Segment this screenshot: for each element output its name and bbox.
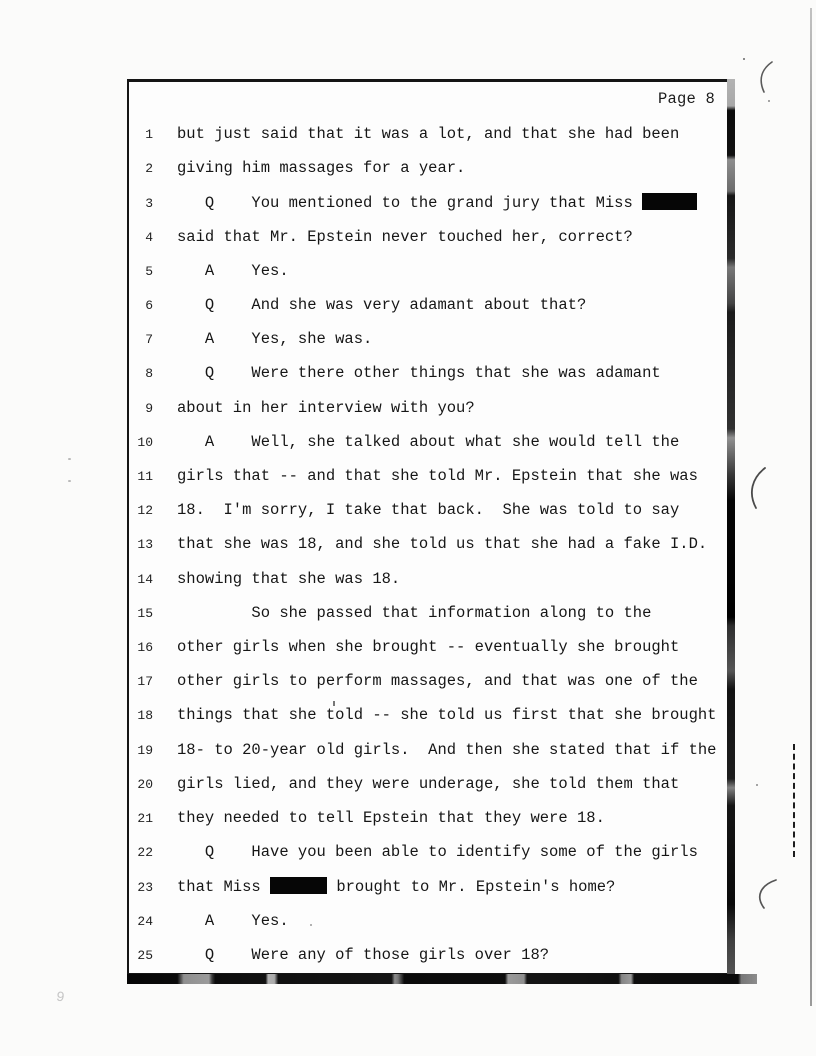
margin-dashed-line xyxy=(793,744,795,857)
line-text-segment: brought to Mr. Epstein's home? xyxy=(327,878,616,897)
line-number: 17 xyxy=(137,674,153,690)
line-text xyxy=(177,706,717,724)
footer-faint-mark: 9 xyxy=(54,989,66,1007)
scan-speck xyxy=(743,58,745,60)
transcript-line xyxy=(137,399,737,423)
page-number-label: Page 8 xyxy=(657,90,715,108)
line-text-segment: that Miss xyxy=(177,878,271,897)
line-number: 15 xyxy=(137,605,153,621)
scan-speck xyxy=(68,480,71,482)
transcript-line xyxy=(137,638,737,662)
transcript-line xyxy=(137,433,737,457)
transcript-line xyxy=(137,946,737,970)
line-number: 13 xyxy=(137,537,153,553)
line-text xyxy=(177,535,707,553)
transcript-line xyxy=(137,364,737,388)
redaction-box xyxy=(270,877,327,894)
handwritten-paren-mark-bottom xyxy=(752,878,780,910)
line-text xyxy=(177,330,372,348)
line-number: 10 xyxy=(137,434,153,450)
line-text xyxy=(177,399,475,417)
line-text-segment: girls lied, and they were underage, she told them that xyxy=(177,774,680,793)
line-text xyxy=(177,125,679,143)
line-text-segment: A Well, she talked about what she would tell the xyxy=(177,432,680,451)
line-number: 24 xyxy=(137,913,153,929)
scan-shadow-right-edge xyxy=(727,79,735,976)
line-text xyxy=(177,604,651,622)
transcript-line xyxy=(137,501,737,525)
scan-speck xyxy=(310,924,312,926)
line-text-segment: giving him massages for a year. xyxy=(177,159,466,178)
line-text xyxy=(177,638,679,656)
scan-speck xyxy=(68,458,71,460)
transcript-line xyxy=(137,467,737,491)
line-number: 16 xyxy=(137,640,153,655)
line-text-segment: that she was 18, and she told us that she had a fake I.D. xyxy=(177,535,708,554)
line-text xyxy=(177,228,633,246)
line-text xyxy=(177,946,549,964)
transcript-line xyxy=(137,159,737,183)
scan-shadow-bottom-edge xyxy=(127,974,757,984)
transcript-line xyxy=(137,604,737,628)
line-number: 5 xyxy=(145,263,153,279)
line-text xyxy=(177,296,586,314)
transcript-line xyxy=(137,296,737,320)
line-text-segment: they needed to tell Epstein that they were 18. xyxy=(177,809,605,827)
line-text xyxy=(177,877,615,896)
line-text xyxy=(177,501,679,519)
line-number: 4 xyxy=(145,229,153,245)
line-text-segment: showing that she was 18. xyxy=(177,569,401,588)
line-number: 3 xyxy=(145,196,153,212)
line-text xyxy=(177,159,465,177)
line-number: 11 xyxy=(137,469,153,484)
line-number: 18 xyxy=(137,708,153,724)
line-text-segment: Q You mentioned to the grand jury that Miss xyxy=(177,194,643,213)
scan-speck xyxy=(768,100,770,102)
line-number: 21 xyxy=(137,811,153,826)
line-text xyxy=(177,672,698,690)
line-number: 6 xyxy=(145,298,153,313)
line-number: 19 xyxy=(137,742,153,758)
transcript-line xyxy=(137,741,737,765)
transcript-line xyxy=(137,535,737,559)
line-text-segment: said that Mr. Epstein never touched her, correct? xyxy=(177,227,633,246)
line-number: 1 xyxy=(145,127,153,142)
line-text-segment: 18- to 20-year old girls. And then she stated that if the xyxy=(177,740,717,759)
transcript-line xyxy=(137,809,737,833)
transcript-line xyxy=(137,843,737,867)
line-text-segment: A Yes, she was. xyxy=(177,330,373,349)
handwritten-paren-mark-middle xyxy=(745,466,771,510)
transcript-line xyxy=(137,193,737,217)
transcript-line xyxy=(137,228,737,252)
transcript-line xyxy=(137,262,737,286)
line-number: 2 xyxy=(145,161,153,177)
transcript-line xyxy=(137,125,737,149)
transcript-line xyxy=(137,877,737,901)
line-text-segment: A Yes. xyxy=(177,911,289,930)
handwritten-paren-mark-top xyxy=(755,60,777,94)
transcript-line xyxy=(137,912,737,936)
line-number: 12 xyxy=(137,503,153,519)
line-text-segment: Q Were there other things that she was adamant xyxy=(177,364,661,383)
line-number: 7 xyxy=(145,332,153,348)
line-text xyxy=(177,912,289,930)
line-text xyxy=(177,193,697,212)
line-text xyxy=(177,809,605,827)
line-text-segment: So she passed that information along to the xyxy=(177,603,652,622)
line-number: 22 xyxy=(137,845,153,861)
line-number: 23 xyxy=(137,880,153,896)
line-text-segment: A Yes. xyxy=(177,261,289,280)
scan-edge-line xyxy=(810,8,812,1006)
line-text-segment: things that she told -- she told us first that she brought xyxy=(177,706,717,725)
line-text-segment: but just said that it was a lot, and that she had been xyxy=(177,125,680,143)
line-text-segment: 18. I'm sorry, I take that back. She was told to say xyxy=(177,501,680,520)
line-text xyxy=(177,843,698,861)
line-text xyxy=(177,262,289,280)
line-text xyxy=(177,775,679,793)
line-text-segment: other girls to perform massages, and that was one of the xyxy=(177,672,698,691)
line-number: 8 xyxy=(145,366,153,382)
stray-tick-mark xyxy=(333,701,335,706)
redaction-box xyxy=(642,193,697,210)
line-text xyxy=(177,364,661,382)
transcript-line xyxy=(137,672,737,696)
line-number: 14 xyxy=(137,571,153,587)
transcript-line xyxy=(137,775,737,799)
line-text xyxy=(177,741,717,759)
line-number: 9 xyxy=(145,400,153,416)
line-text-segment: Q And she was very adamant about that? xyxy=(177,296,587,314)
transcript-line xyxy=(137,570,737,594)
line-text-segment: other girls when she brought -- eventually she brought xyxy=(177,638,680,656)
line-text xyxy=(177,467,698,485)
line-number: 25 xyxy=(137,947,153,963)
line-text-segment: about in her interview with you? xyxy=(177,398,475,417)
line-text xyxy=(177,433,679,451)
line-text-segment: Q Were any of those girls over 18? xyxy=(177,945,550,964)
line-text-segment: girls that -- and that she told Mr. Epstein that she was xyxy=(177,467,698,485)
line-text-segment: Q Have you been able to identify some of the girls xyxy=(177,843,698,862)
line-text xyxy=(177,570,400,588)
transcript-line xyxy=(137,706,737,730)
transcript-line xyxy=(137,330,737,354)
scan-speck xyxy=(756,784,758,786)
line-number: 20 xyxy=(137,776,153,792)
